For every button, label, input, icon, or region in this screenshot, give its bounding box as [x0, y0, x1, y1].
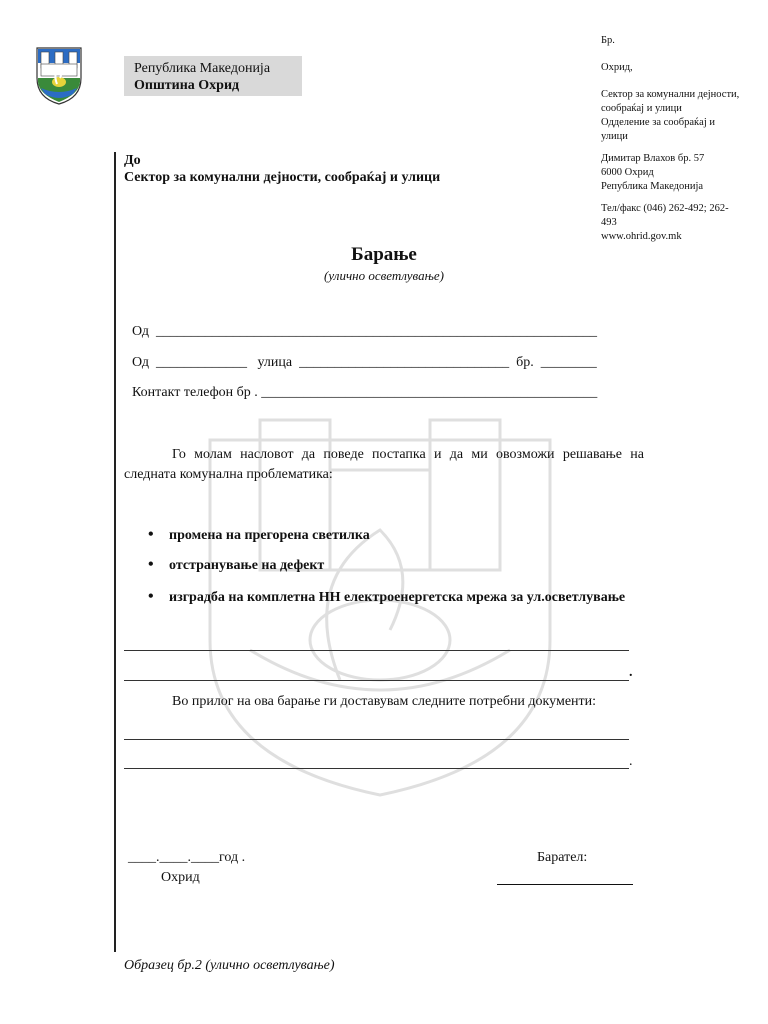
document-subtitle: (улично осветлување) — [324, 268, 444, 283]
phone-fax-line: Тел/факс (046) 262-492; 262- — [601, 203, 729, 214]
municipality-coat-of-arms-logo — [33, 44, 85, 106]
address-line: 6000 Охрид — [601, 167, 654, 178]
city-label: Охрид — [161, 870, 200, 885]
option-label: изградба на комплетна НН електроенергетска мрежа за ул.осветлување — [169, 590, 626, 605]
write-in-line[interactable] — [124, 650, 629, 651]
recipient-block — [124, 152, 440, 186]
phone-fax-line: 493 — [601, 217, 617, 228]
bullet-icon: • — [148, 556, 154, 573]
form-sample-footer: Образец бр.2 (улично осветлување) — [124, 958, 335, 973]
option-label: отстранување на дефект — [169, 558, 325, 573]
recipient-sector: Сектор за комунални дејности, сообраќај и улици — [124, 170, 441, 185]
contact-phone-field[interactable]: Контакт телефон бр . ________________________________________________ — [132, 385, 598, 400]
address-line: Република Македонија — [601, 181, 704, 192]
bullet-icon: • — [148, 526, 154, 543]
country-name: Република Македонија — [134, 61, 271, 76]
header-institution-box — [124, 56, 302, 96]
sector-line: улици — [601, 131, 628, 142]
option-item — [148, 556, 644, 575]
write-in-line[interactable] — [124, 768, 629, 769]
sector-line: Сектор за комунални дејности, — [601, 89, 740, 100]
signature-line[interactable] — [497, 884, 633, 885]
attachments-paragraph: Во прилог на ова барање ги доставувам следните потребни документи: — [172, 694, 597, 709]
municipality-name: Општина Охрид — [134, 78, 240, 93]
recipient-to-label: До — [124, 153, 141, 168]
contact-info-column — [601, 34, 761, 244]
date-field[interactable]: ____.____.____год . — [128, 850, 246, 865]
write-in-line[interactable] — [124, 680, 629, 681]
website-link[interactable]: www.ohrid.gov.mk — [601, 231, 682, 242]
from-address-field[interactable]: Од _____________ улица ______________________________ бр. ________ — [132, 355, 597, 370]
document-title: Барање — [351, 244, 417, 265]
reference-number-label: Бр. — [601, 35, 615, 46]
option-label: промена на прегорена светилка — [169, 528, 370, 543]
line-end-dot: . — [629, 665, 633, 680]
write-in-line[interactable] — [124, 739, 629, 740]
place-date-label: Охрид, — [601, 62, 633, 73]
address-line: Димитар Влахов бр. 57 — [601, 153, 705, 164]
requester-label: Барател: — [537, 850, 588, 865]
option-item — [148, 526, 644, 545]
sector-line: Одделение за сообраќај и — [601, 117, 715, 128]
sector-line: сообраќај и улици — [601, 103, 682, 114]
line-end-dot: . — [629, 754, 633, 769]
bullet-icon: • — [148, 588, 154, 605]
option-item — [148, 588, 644, 607]
from-name-field[interactable]: Од _______________________________________________________________ — [132, 324, 598, 339]
request-intro-paragraph: Го молам насловот да поведе постапка и да ми овозможи решавање на следната комунална проблематика: — [124, 447, 644, 482]
